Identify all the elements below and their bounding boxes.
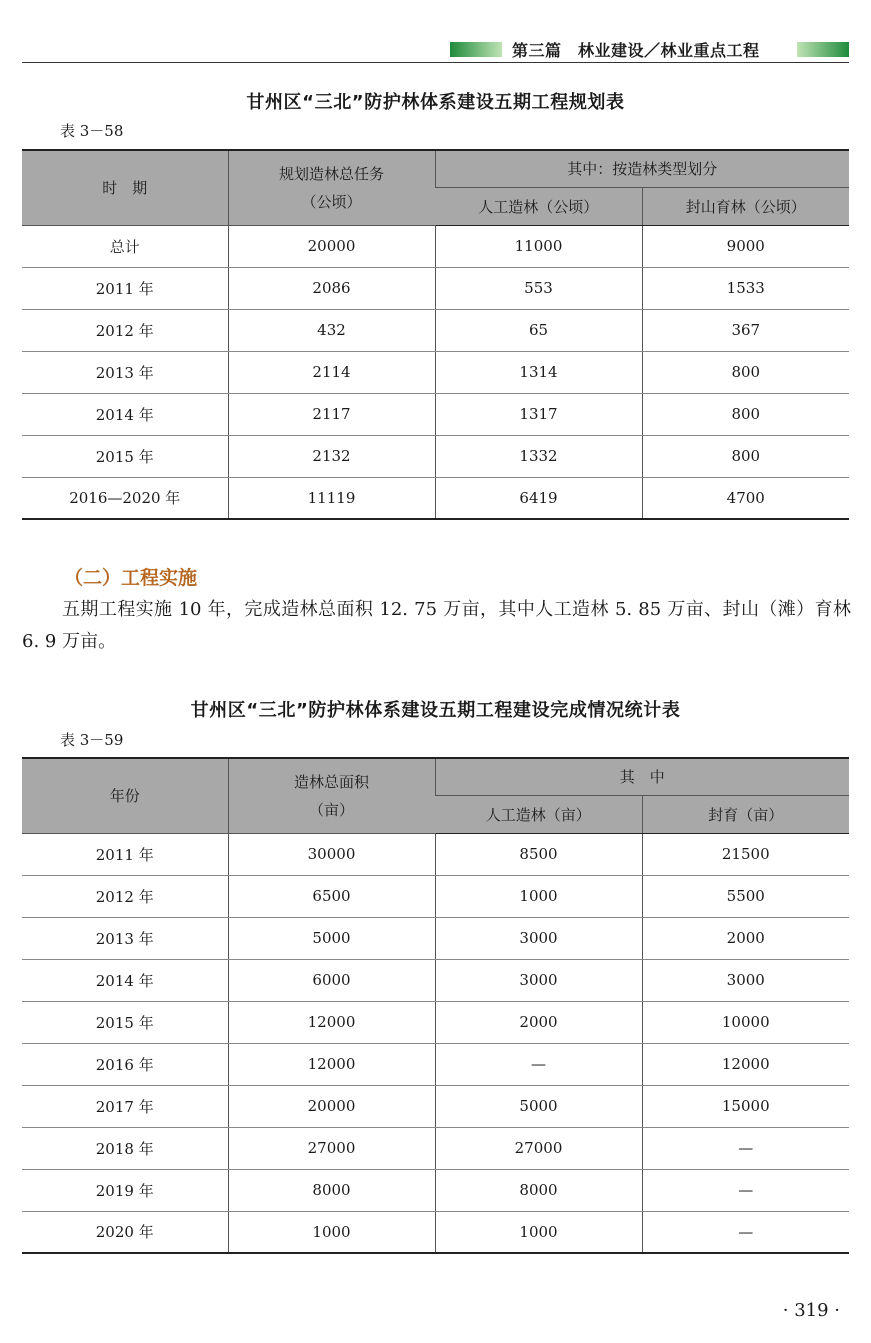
table1-row bbox=[22, 435, 849, 477]
table2-header-total-unit: （亩） bbox=[308, 800, 354, 819]
table1-cell: 1314 bbox=[435, 351, 642, 393]
table1-cell: 800 bbox=[642, 435, 849, 477]
table2-cell: 2000 bbox=[435, 1001, 642, 1043]
table1-header-period: 时 期 bbox=[22, 150, 228, 225]
table2-row bbox=[22, 833, 849, 875]
table2-row bbox=[22, 1085, 849, 1127]
table1-cell: 65 bbox=[435, 309, 642, 351]
table2-cell: 2012 年 bbox=[22, 875, 228, 917]
table1-title: 甘州区“三北”防护林体系建设五期工程规划表 bbox=[246, 92, 625, 113]
header-accent-bar-left bbox=[450, 42, 502, 57]
table2-number: 表 3－59 bbox=[60, 731, 124, 749]
table2-cell: 8000 bbox=[435, 1169, 642, 1211]
table1-row bbox=[22, 309, 849, 351]
table1-cell: 2014 年 bbox=[22, 393, 228, 435]
table2-cell: 6000 bbox=[228, 959, 435, 1001]
table2-cell: 2019 年 bbox=[22, 1169, 228, 1211]
table1-cell: 11119 bbox=[228, 477, 435, 519]
table2-cell: 8000 bbox=[228, 1169, 435, 1211]
table2-cell: 12000 bbox=[228, 1043, 435, 1085]
table1-row bbox=[22, 267, 849, 309]
table2-cell: 2011 年 bbox=[22, 833, 228, 875]
table1-cell: 2011 年 bbox=[22, 267, 228, 309]
table1-cell: 800 bbox=[642, 393, 849, 435]
table1-cell: 553 bbox=[435, 267, 642, 309]
running-header: 第三篇 林业建设／林业重点工程 bbox=[512, 41, 760, 60]
table2-cell: 12000 bbox=[228, 1001, 435, 1043]
table2-cell: — bbox=[642, 1127, 849, 1169]
table2-row bbox=[22, 1043, 849, 1085]
table1-header-artificial: 人工造林（公顷） bbox=[435, 187, 642, 225]
table1-number: 表 3－58 bbox=[60, 122, 124, 140]
table1 bbox=[22, 149, 849, 520]
table2-row bbox=[22, 1001, 849, 1043]
table2-cell: 10000 bbox=[642, 1001, 849, 1043]
table2-cell: — bbox=[642, 1211, 849, 1253]
table2-header-artificial: 人工造林（亩） bbox=[435, 795, 642, 833]
table2-cell: 1000 bbox=[228, 1211, 435, 1253]
table2-row bbox=[22, 875, 849, 917]
table2-header-total-line1: 造林总面积 bbox=[293, 772, 369, 791]
table1-header-total bbox=[228, 150, 435, 225]
section-paragraph: 五期工程实施 10 年，完成造林总面积 12. 75 万亩，其中人工造林 5. 85 万亩、封山（滩）育林 6. 9 万亩。 bbox=[22, 599, 851, 652]
table1-header-enclosure: 封山育林（公顷） bbox=[642, 187, 849, 225]
table1-cell: 1533 bbox=[642, 267, 849, 309]
table1-cell: 2117 bbox=[228, 393, 435, 435]
table2-cell: 2017 年 bbox=[22, 1085, 228, 1127]
table1-cell: 367 bbox=[642, 309, 849, 351]
table1-cell: 2015 年 bbox=[22, 435, 228, 477]
table1-header-total-line1: 规划造林总任务 bbox=[278, 164, 384, 183]
table2-title: 甘州区“三北”防护林体系建设五期工程建设完成情况统计表 bbox=[190, 700, 681, 721]
table1-row bbox=[22, 351, 849, 393]
table1-cell: 6419 bbox=[435, 477, 642, 519]
table2-cell: 3000 bbox=[435, 959, 642, 1001]
table2-header-total bbox=[228, 758, 435, 833]
table1-cell: 4700 bbox=[642, 477, 849, 519]
table2-cell: 3000 bbox=[435, 917, 642, 959]
table2 bbox=[22, 757, 849, 1254]
table1-row bbox=[22, 225, 849, 267]
table1-cell: 2012 年 bbox=[22, 309, 228, 351]
table2-cell: 8500 bbox=[435, 833, 642, 875]
table1-cell: 2013 年 bbox=[22, 351, 228, 393]
table1-header-total-unit: （公顷） bbox=[301, 192, 362, 211]
table2-cell: 2018 年 bbox=[22, 1127, 228, 1169]
table2-row bbox=[22, 1127, 849, 1169]
table1-header-group: 其中：按造林类型划分 bbox=[435, 150, 849, 187]
table2-cell: 5000 bbox=[435, 1085, 642, 1127]
table2-cell: — bbox=[435, 1043, 642, 1085]
table2-cell: 5000 bbox=[228, 917, 435, 959]
table1-cell: 20000 bbox=[228, 225, 435, 267]
table2-cell: 1000 bbox=[435, 875, 642, 917]
table2-cell: 27000 bbox=[228, 1127, 435, 1169]
table2-cell: 27000 bbox=[435, 1127, 642, 1169]
section-heading: （二）工程实施 bbox=[64, 567, 198, 589]
table1-cell: 2114 bbox=[228, 351, 435, 393]
table1-row bbox=[22, 393, 849, 435]
table2-header-year: 年份 bbox=[22, 758, 228, 833]
header-accent-bar-right bbox=[797, 42, 849, 57]
table2-cell: 21500 bbox=[642, 833, 849, 875]
table2-header-group: 其 中 bbox=[435, 758, 849, 795]
table2-cell: 2020 年 bbox=[22, 1211, 228, 1253]
table1-cell: 2086 bbox=[228, 267, 435, 309]
table2-cell: 15000 bbox=[642, 1085, 849, 1127]
table2-cell: 5500 bbox=[642, 875, 849, 917]
table2-cell: 12000 bbox=[642, 1043, 849, 1085]
table2-row bbox=[22, 917, 849, 959]
table2-cell: 2014 年 bbox=[22, 959, 228, 1001]
table2-row bbox=[22, 1211, 849, 1253]
table1-cell: 9000 bbox=[642, 225, 849, 267]
header-rule bbox=[22, 62, 849, 63]
table1-cell: 11000 bbox=[435, 225, 642, 267]
table2-cell: 2013 年 bbox=[22, 917, 228, 959]
table2-cell: 6500 bbox=[228, 875, 435, 917]
table1-row bbox=[22, 477, 849, 519]
table1-cell: 432 bbox=[228, 309, 435, 351]
table2-row bbox=[22, 1169, 849, 1211]
table1-cell: 1317 bbox=[435, 393, 642, 435]
table1-cell: 2016—2020 年 bbox=[22, 477, 228, 519]
table2-cell: — bbox=[642, 1169, 849, 1211]
table2-header-enclosure: 封育（亩） bbox=[642, 795, 849, 833]
table2-cell: 2015 年 bbox=[22, 1001, 228, 1043]
page-number: · 319 · bbox=[782, 1300, 840, 1321]
table2-cell: 2016 年 bbox=[22, 1043, 228, 1085]
table2-cell: 20000 bbox=[228, 1085, 435, 1127]
table1-cell: 2132 bbox=[228, 435, 435, 477]
table2-row bbox=[22, 959, 849, 1001]
table2-cell: 2000 bbox=[642, 917, 849, 959]
table2-cell: 3000 bbox=[642, 959, 849, 1001]
table2-cell: 30000 bbox=[228, 833, 435, 875]
table1-cell: 800 bbox=[642, 351, 849, 393]
table1-cell: 总计 bbox=[22, 225, 228, 267]
table2-cell: 1000 bbox=[435, 1211, 642, 1253]
table1-cell: 1332 bbox=[435, 435, 642, 477]
